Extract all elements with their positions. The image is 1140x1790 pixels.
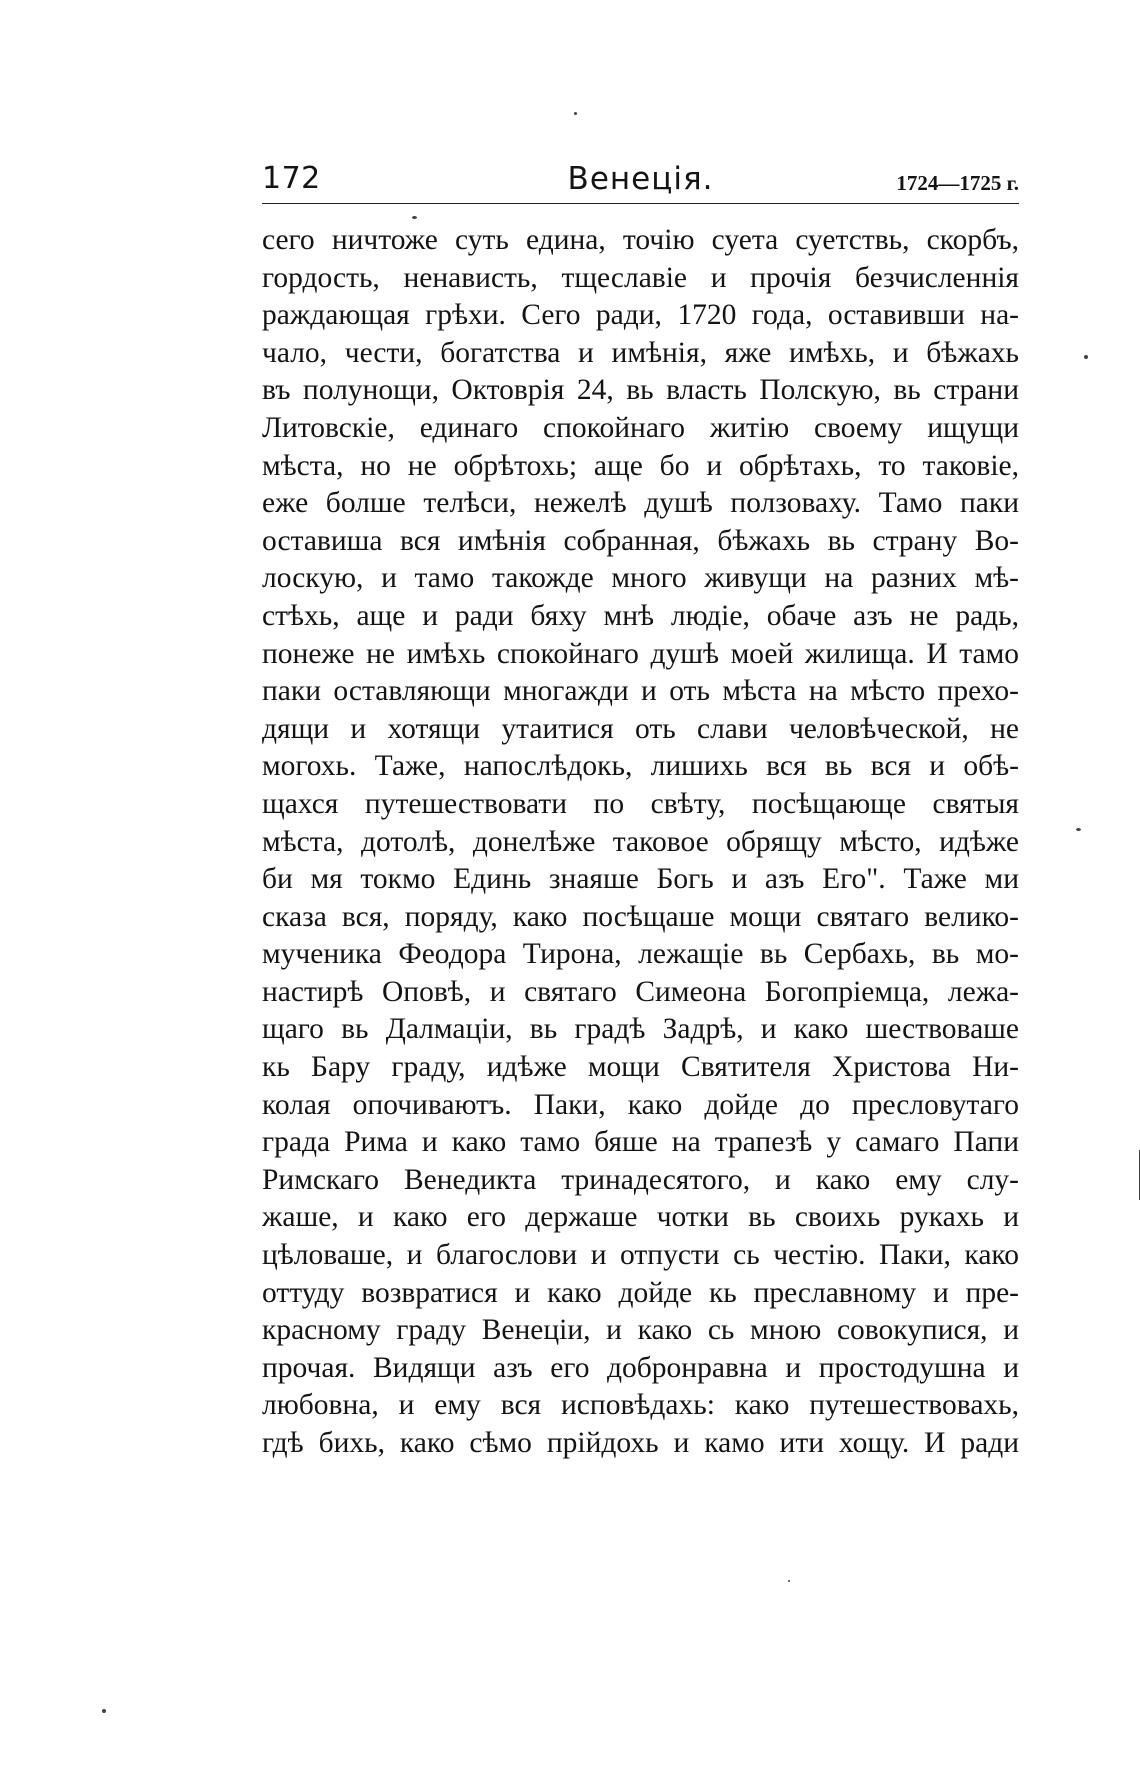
text-line: оставиша вся имѣнiя собранная, бѣжахь вь страну Во-	[262, 524, 1019, 557]
text-line: мѣста, но не обрѣтохь; аще бо и обрѣтахь, то таковiе,	[262, 449, 1019, 482]
text-line: колая опочиваютъ. Паки, како дойде до пресловутаго	[262, 1088, 1019, 1121]
scan-speck	[412, 216, 417, 219]
scan-speck	[102, 1709, 106, 1713]
text-line: любовна, и ему вся исповѣдахь: како путешествовахь,	[262, 1389, 1019, 1422]
text-line: сказа вся, поряду, како посѣщаше мощи святаго велико-	[262, 900, 1019, 933]
text-line: въ полунощи, Октоврiя 24, вь власть Полскую, вь страни	[262, 374, 1019, 407]
scan-speck	[788, 1580, 790, 1582]
text-line: прочая. Видящи азъ его добронравна и простодушна и	[262, 1351, 1019, 1384]
text-line: сего ничтоже суть едина, точiю суета суетствь, скорбъ,	[262, 224, 1019, 256]
header-rule	[262, 203, 1019, 204]
text-line: Литовскiе, единаго спокойнаго житiю своему ищущи	[262, 411, 1019, 444]
text-line: дящи и хотящи утаитися оть слави человѣческой, не	[262, 712, 1019, 745]
text-line: раждающая грѣхи. Сего ради, 1720 года, оставивши на-	[262, 299, 1019, 332]
text-line: оттуду возвратися и како дойде кь преславному и пре-	[262, 1276, 1019, 1309]
text-line: гдѣ бихь, како сѣмо прiйдохь и камо ити хощу. И ради	[262, 1427, 1019, 1459]
text-line: лоскую, и тамо такожде много живущи на разних мѣ-	[262, 562, 1019, 595]
text-line: би мя токмо Единь знаяше Богь и азъ Его". Таже ми	[262, 863, 1019, 896]
page-number: 172	[262, 161, 321, 196]
text-line: еже болше телѣси, нежелѣ душѣ ползоваху. Тамо паки	[262, 487, 1019, 520]
text-line: мѣста, дотолѣ, донелѣже таковое обрящу мѣсто, идѣже	[262, 825, 1019, 858]
scan-speck	[1084, 355, 1088, 359]
text-line: гордость, ненависть, тщеславiе и прочiя безчисленнiя	[262, 261, 1019, 294]
body-text	[262, 222, 1019, 1463]
text-line: понеже не имѣхь спокойнаго душѣ моей жилища. И тамо	[262, 637, 1019, 670]
text-line: кь Бару граду, идѣже мощи Святителя Христова Ни-	[262, 1051, 1019, 1084]
text-line: Римскаго Венедикта тринадесятого, и како ему слу-	[262, 1163, 1019, 1196]
text-line: настирѣ Оповѣ, и святаго Симеона Богопрiемца, лежа-	[262, 975, 1019, 1008]
page-header	[262, 158, 1019, 204]
text-line: могохь. Таже, напослѣдокь, лишихь вся вь вся и обѣ-	[262, 750, 1019, 783]
scan-speck	[1076, 828, 1081, 831]
text-line: града Рима и како тамо бяше на трапезѣ у самаго Папи	[262, 1126, 1019, 1159]
running-title: Венецiя.	[567, 161, 714, 197]
text-line: жаше, и како его держаше чотки вь своихь рукахь и	[262, 1201, 1019, 1234]
text-line: чало, чести, богатства и имѣнiя, яже имѣхь, и бѣжахь	[262, 336, 1019, 369]
running-date-range: 1724—1725 г.	[896, 171, 1019, 195]
text-line: щаго вь Далмацiи, вь градѣ Задрѣ, и како шествоваше	[262, 1013, 1019, 1046]
text-line: паки оставляющи многажди и оть мѣста на мѣсто прехо-	[262, 675, 1019, 708]
text-line: щахся путешествовати по свѣту, посѣщающе святыя	[262, 787, 1019, 820]
scan-speck	[574, 112, 577, 115]
text-line: мученика Феодора Тирона, лежащiе вь Сербахь, вь мо-	[262, 938, 1019, 971]
text-line: красному граду Венецiи, и како сь мною совокупися, и	[262, 1314, 1019, 1347]
text-line: цѣловаше, и благослови и отпусти сь честiю. Паки, како	[262, 1239, 1019, 1272]
text-line: стѣхь, аще и ради бяху мнѣ людiе, обаче азъ не радь,	[262, 599, 1019, 632]
